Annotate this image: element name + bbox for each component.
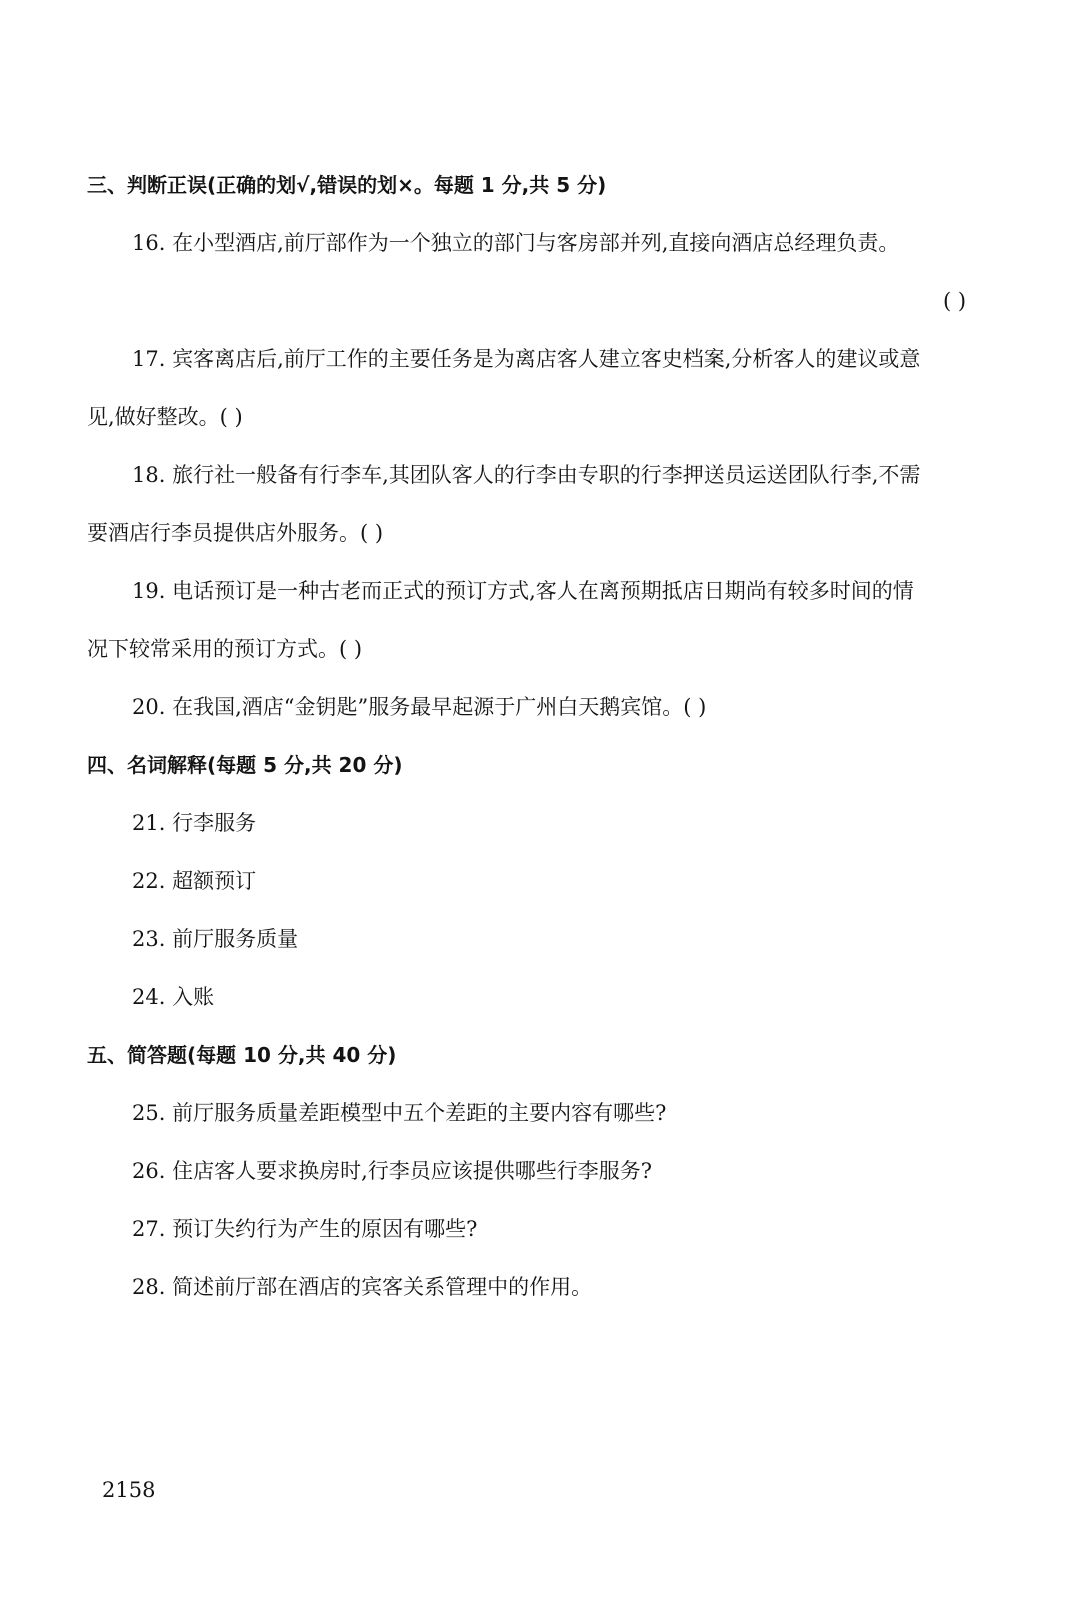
question-16: 16. 在小型酒店,前厅部作为一个独立的部门与客房部并列,直接向酒店总经理负责。 [132,231,900,255]
section-five-heading: 五、简答题(每题 10 分,共 40 分) [87,1043,397,1067]
section-three-heading: 三、判断正误(正确的划√,错误的划×。每题 1 分,共 5 分) [87,173,607,197]
question-20: 20. 在我国,酒店“金钥匙”服务最早起源于广州白天鹅宾馆。( ) [132,695,707,719]
question-19-continuation: 况下较常采用的预订方式。( ) [87,637,363,661]
question-19: 19. 电话预订是一种古老而正式的预订方式,客人在离预期抵店日期尚有较多时间的情 [132,579,914,603]
question-21: 21. 行李服务 [132,811,257,835]
question-17: 17. 宾客离店后,前厅工作的主要任务是为离店客人建立客史档案,分析客人的建议或意 [132,347,921,371]
page-number: 2158 [102,1478,156,1502]
question-22: 22. 超额预订 [132,869,257,893]
question-17-continuation: 见,做好整改。( ) [87,405,243,429]
question-16-answer-bracket: ( ) [943,289,967,313]
question-28: 28. 简述前厅部在酒店的宾客关系管理中的作用。 [132,1275,593,1299]
question-18-continuation: 要酒店行李员提供店外服务。( ) [87,521,384,545]
question-23: 23. 前厅服务质量 [132,927,299,951]
question-18: 18. 旅行社一般备有行李车,其团队客人的行李由专职的行李押送员运送团队行李,不需 [132,463,921,487]
question-24: 24. 入账 [132,985,215,1009]
question-27: 27. 预订失约行为产生的原因有哪些? [132,1217,478,1241]
section-four-heading: 四、名词解释(每题 5 分,共 20 分) [87,753,403,777]
question-25: 25. 前厅服务质量差距模型中五个差距的主要内容有哪些? [132,1101,667,1125]
question-26: 26. 住店客人要求换房时,行李员应该提供哪些行李服务? [132,1159,653,1183]
